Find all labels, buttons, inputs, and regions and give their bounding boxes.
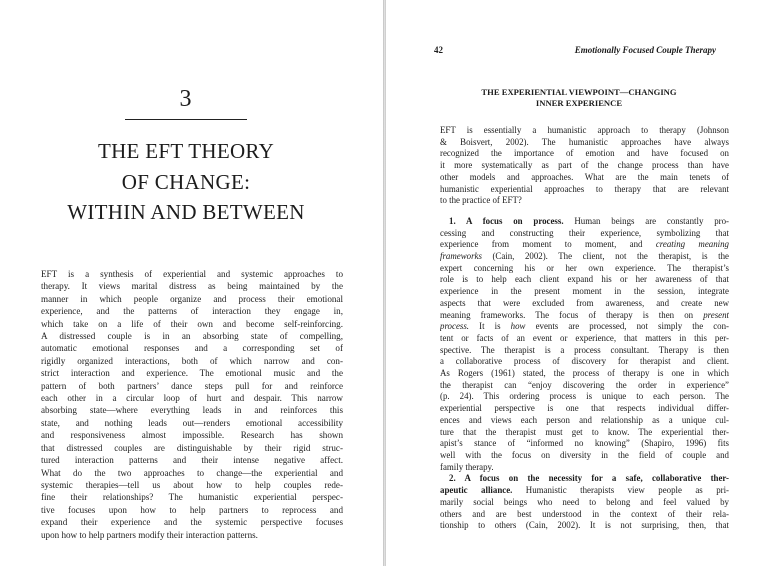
text-line: a collaborative process of discovery for therapist and client.: [440, 356, 729, 367]
chapter-intro-text: [41, 268, 343, 541]
text-run: Humanistic therapists view people as pri-: [512, 485, 729, 496]
text-line: other models and approaches. What are the main tenets of: [440, 171, 729, 182]
text-line: tent or facts of an event or experience, that matters in this per-: [440, 332, 729, 343]
text-line: to the practice of EFT?: [440, 195, 522, 206]
text-line: A distressed couple is in an absorbing state of compelling,: [41, 331, 343, 342]
emphasis: present: [703, 309, 729, 320]
text-line: and responsiveness almost impossible. Research has shown: [41, 430, 343, 441]
text-line: manner in which people organize and process their emotional: [41, 293, 343, 304]
text-line: experience in the present moment in the session, integrate: [440, 286, 729, 297]
text-line: therapy. It views marital distress as being maintained by the: [41, 281, 343, 292]
text-line: What do the two approaches to change—the experiential and: [41, 467, 343, 478]
chapter-title-line: THE EFT THEORY: [97, 139, 275, 163]
text-run: experience from moment to moment, and: [440, 239, 656, 250]
chapter-number: 3: [179, 86, 193, 112]
paragraph-gap: [440, 207, 729, 216]
text-line: ture that the therapist must get to know. The experiential ther-: [440, 426, 729, 437]
list-item-lead: 1. A focus on process.: [449, 215, 564, 226]
text-run: events are processed, not simply the con-: [525, 321, 729, 332]
text-line: spective. The therapist is a process consultant. Therapy is then: [440, 344, 729, 355]
text-line: [440, 251, 729, 263]
text-line: [440, 216, 729, 228]
text-line: pattern of both partners’ dance steps pull for and reinforce: [41, 380, 343, 391]
section-body: [440, 125, 729, 532]
text-line: humanistic experiential approaches to therapy that are relevant: [440, 183, 729, 194]
text-line: cessing and constructing their experience, symbolizing that: [440, 227, 729, 238]
chapter-title: [20, 136, 352, 228]
running-title: Emotionally Focused Couple Therapy: [574, 45, 716, 55]
text-line: absorbing state—where everything leads in and reinforces this: [41, 405, 343, 416]
text-line: tive focuses upon how to help partners to reprocess and: [41, 504, 343, 515]
text-line: systemic therapies—tell us about how to help couples rede-: [41, 479, 343, 490]
text-run: meaning frameworks. The focus of therapy is then on: [440, 309, 704, 320]
text-line: which take on a life of their own and become self-reinforcing.: [41, 318, 343, 329]
text-line: EFT is essentially a humanistic approach to therapy (Johnson: [440, 125, 729, 135]
list-item-lead: apeutic alliance.: [440, 485, 513, 496]
text-line: [440, 239, 729, 251]
list-item-lead: 2. A focus on the necessity for a safe, collaborative ther-: [449, 473, 729, 484]
text-line: EFT is a synthesis of experiential and systemic approaches to: [41, 269, 343, 279]
text-line: others and are best understood in the context of their rela-: [440, 508, 729, 519]
chapter-title-line: WITHIN AND BETWEEN: [67, 200, 305, 224]
text-run: Human beings are constantly pro-: [563, 215, 729, 226]
text-line: rigidly organized interactions, both of which narrow and con-: [41, 355, 343, 366]
running-head: [434, 45, 716, 59]
chapter-rule: [125, 119, 247, 120]
text-line: [440, 485, 729, 497]
chapter-title-line: OF CHANGE:: [121, 169, 251, 194]
emphasis: how: [510, 321, 526, 332]
section-heading-line: THE EXPERIENTIAL VIEWPOINT—CHANGING: [481, 87, 677, 97]
text-line: fine their relationships? The humanistic experiential perspec-: [41, 492, 343, 503]
text-line: aspects that were excluded from awareness, and create new: [440, 297, 729, 308]
text-line: ences and views each person and relationship as a unique cul-: [440, 414, 729, 425]
text-line: tionship to others (Cain, 2002). It is not surprising, then, that: [440, 520, 729, 531]
text-line: the therapist can “enjoy discovering the order in experience”: [440, 379, 729, 390]
text-line: upon how to help partners modify their interaction patterns.: [41, 529, 258, 540]
emphasis: process.: [440, 321, 470, 332]
text-line: automatic emotional responses and a corresponding set of: [41, 343, 343, 354]
text-line: [440, 473, 729, 485]
page-number: 42: [434, 45, 443, 55]
text-line: (p. 24). This ordering process is unique to each person. The: [440, 391, 729, 402]
text-line: [440, 310, 729, 322]
text-run: It is: [469, 321, 511, 332]
text-line: it more systematically as part of the change process than have: [440, 160, 729, 171]
text-line: state, and nothing leads out—renders emotional accessibility: [41, 417, 343, 428]
text-line: family therapy.: [440, 461, 494, 472]
section-heading-line: INNER EXPERIENCE: [535, 98, 623, 108]
text-line: well with the focus on diversity in the field of couple and: [440, 449, 729, 460]
text-run: (Cain, 2002). The client, not the therapist, is the: [481, 251, 729, 262]
text-line: that distressed couples are distinguishable by their rigid struc-: [41, 442, 343, 453]
text-line: apist’s stance of “informed no knowing” (Shapiro, 1996) fits: [440, 438, 729, 449]
text-line: experiential perspective is one that respects individual differ-: [440, 403, 729, 414]
text-line: recognized the importance of emotion and have focused on: [440, 148, 729, 159]
text-line: expand their experience and the systemic perspective focuses: [41, 517, 343, 528]
text-line: experience, and the patterns of interaction they engage in,: [41, 306, 343, 317]
text-line: marily social beings who need to belong and feel valued by: [440, 496, 729, 507]
text-line: tured interaction patterns and their intense negative affect.: [41, 455, 343, 466]
text-line: expert concerning his or her own experience. The therapist’s: [440, 262, 729, 273]
text-line: & Boisvert, 2002). The humanistic approaches have always: [440, 136, 729, 147]
emphasis: frameworks: [440, 251, 482, 262]
emphasis: creating meaning: [655, 239, 729, 250]
text-line: each other in a circular loop of hurt and despair. This narrow: [41, 393, 343, 404]
text-line: strict interaction and experience. The emotional music and the: [41, 368, 343, 379]
text-line: [440, 321, 729, 333]
text-line: As Rogers (1961) stated, the process of therapy is one in which: [440, 368, 729, 379]
section-heading: [444, 87, 714, 109]
text-line: role is to help each client expand his or her awareness of that: [440, 274, 729, 285]
